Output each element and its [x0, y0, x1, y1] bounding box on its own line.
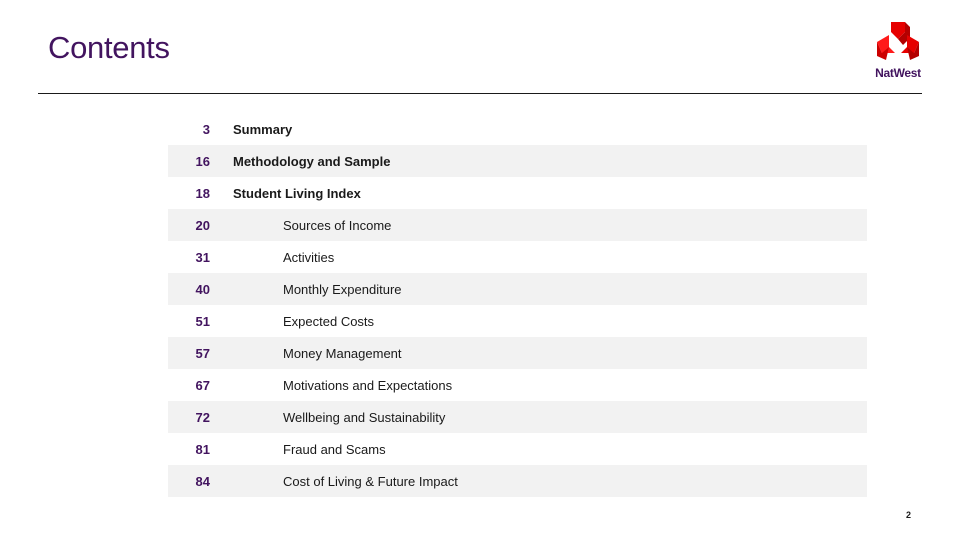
toc-label: Cost of Living & Future Impact: [283, 473, 458, 489]
toc-page-number: 51: [195, 313, 210, 329]
toc-page-number: 40: [195, 281, 210, 297]
natwest-logo-icon: [874, 20, 922, 64]
page-title: Contents: [48, 30, 170, 65]
toc-row[interactable]: [168, 177, 867, 209]
toc-label: Monthly Expenditure: [283, 281, 402, 297]
toc-label: Sources of Income: [283, 217, 392, 233]
toc-row[interactable]: [168, 305, 867, 337]
toc-label: Summary: [233, 121, 293, 137]
toc-page-number: 20: [195, 217, 210, 233]
toc-label: Fraud and Scams: [283, 441, 386, 457]
toc-row[interactable]: [168, 209, 867, 241]
toc-row[interactable]: [168, 113, 867, 145]
natwest-logo-text: NatWest: [875, 66, 921, 80]
toc-page-number: 84: [195, 473, 210, 489]
toc-page-number: 72: [195, 409, 210, 425]
toc-row[interactable]: [168, 337, 867, 369]
toc-row[interactable]: [168, 273, 867, 305]
toc-page-number: 16: [195, 153, 210, 169]
toc-page-number: 18: [195, 185, 210, 201]
toc-page-number: 81: [195, 441, 210, 457]
table-of-contents: [168, 113, 867, 497]
title-divider: [38, 93, 922, 94]
toc-label: Motivations and Expectations: [283, 377, 453, 393]
toc-label: Money Management: [283, 345, 402, 361]
toc-row[interactable]: [168, 401, 867, 433]
toc-label: Wellbeing and Sustainability: [283, 409, 446, 425]
toc-label: Student Living Index: [233, 185, 361, 201]
toc-row[interactable]: [168, 369, 867, 401]
toc-row[interactable]: [168, 241, 867, 273]
toc-label: Expected Costs: [283, 313, 375, 329]
toc-label: Methodology and Sample: [233, 153, 391, 169]
natwest-logo: [866, 20, 930, 82]
toc-row[interactable]: [168, 145, 867, 177]
toc-page-number: 67: [195, 377, 210, 393]
toc-row[interactable]: [168, 465, 867, 497]
toc-label: Activities: [283, 249, 335, 265]
toc-page-number: 31: [195, 249, 210, 265]
toc-page-number: 57: [195, 345, 210, 361]
slide-page-number: 2: [906, 510, 912, 520]
toc-row[interactable]: [168, 433, 867, 465]
toc-page-number: 3: [202, 121, 210, 137]
